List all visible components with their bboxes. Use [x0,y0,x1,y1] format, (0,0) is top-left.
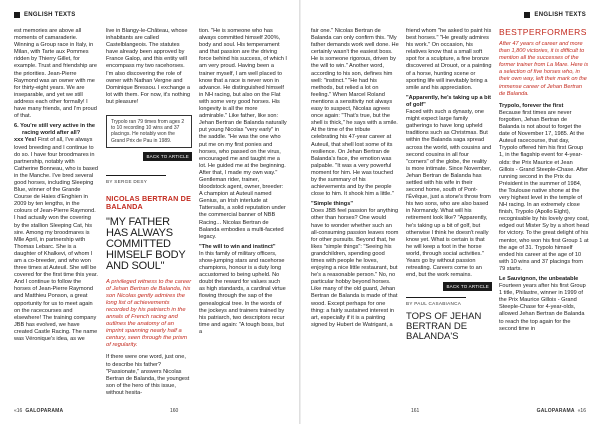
trypolo-info-box: Trypolo ran 79 times from ages 2 to 10 recording 10 wins and 37 placings. He notably won the Grand Prix de Pau in 1989. [106,115,192,148]
article-lead: A privileged witness to the career of Jehan Bertran de Balanda, his son Nicolas gently admires the long list of achievements recorded by his patriarch in the annals of French racing and outlines the anatomy of an imprint spanning nearly half a century, seen through the prism of regularity. [106,279,192,349]
left-footer-num: «16 [14,408,23,414]
column-6 [499,28,589,403]
header-square-icon [14,12,20,18]
kicker-title: NICOLAS BERTRAN DE BALANDA [106,194,192,212]
right-footer [537,408,586,414]
question-number: 6. [14,123,19,130]
left-header-label: ENGLISH TEXTS [24,12,76,18]
col1-answer [14,137,98,343]
right-footer-num: «16 [577,408,586,414]
right-header-label: ENGLISH TEXTS [534,12,586,18]
byline-block [106,175,192,185]
back-to-article-button[interactable]: BACK TO ARTICLE [443,282,492,291]
left-page [0,0,299,424]
quote-headline: "MY FATHER HAS ALWAYS COMMITTED HIMSELF BODY AND SOUL" [106,216,186,273]
byline-rule [406,297,466,298]
column-5 [406,28,492,403]
right-header [524,12,586,18]
left-footer [14,408,63,414]
col1-question [14,123,98,137]
col2-paragraph-2: If there were one word, just one, to describe his father? "Passionate," answers Nicolas Bertran de Balanda, the youngest son of the hero of this issue, without hesita- [106,354,190,396]
right-footer-logo: GALOPARAMA [536,408,575,414]
back-wrap [106,152,192,161]
tops-headline: TOPS OF JEHAN BERTRAN DE BALANDA'S [406,311,482,342]
col5-paragraph-2: Faced with such a dynasty, one might expect large family gatherings to have long upheld traditions such as Christmas. But within the Balanda saga spread across the world, with cousins and second cousins in all four "corners" of the globe, the reality is more intimate. Since November, Jehan Bertran de Balanda has settled with his wife in their second home, south of Pont-l'Évêque, just a stone's throw from his two sons, who are also based in Normandy. What will his retirement look like? "Apparently, he's taking up a bit of golf, but otherwise I think he doesn't really know yet. What is certain is that he will keep a foot in the horse world, through social activities." Years go by without passion retreating. Careers come to an end, but the work remains. [406,109,492,279]
byline-rule [106,175,166,176]
question-text: You're still very active in the racing world after all? [20,123,96,137]
col4-subhead: "Simple things" [311,201,353,208]
right-page [301,0,600,424]
sauvignon-heading: Le Sauvignon, the unbeatable [499,276,579,282]
col2-paragraph: live in Blangy-le-Château, whose inhabitants are called Castelblangeois. The statutes have already been approved by France Galop, and this entity will encompass my two racehorses. I'm also discovering the role of owner with Nathan Vergne and Dominique Bressou. I exchange a lot with them. For now, it's nothing but pleasure! [106,28,191,105]
byline-block-2 [406,297,492,307]
trypolo-paragraph: Because first times are never forgotten, Jehan Bertran de Balanda is not about to forget the date of November 17, 1985. At the Auteuil racecourse, that day, Trypolo offered him his first Group 1, in the flagship event for 4-year-olds: the Prix Maurice et Jean Gillois - Grand Steeple-Chase. After running second in the Prix du Président in the summer of 1984, the Toulouse native shone at the very highest level in the temple of NH racing. In an extremely close finish, Trypolo (Apollo Eight), recognisable by his lovely grey coat, edged out Mister Sy by a short head for victory. To the great delight of his mentor, who won his first Group 1 at the age of 31. Trypolo himself ended his career at the age of 10 with 10 wins and 37 placings from 79 starts. [499,109,589,272]
column-2 [106,28,192,403]
left-page-number: 160 [170,408,179,414]
right-page-number: 161 [411,408,420,414]
column-1 [14,28,98,403]
col4-paragraph-2: Does JBB feel passion for anything other than horses? One would have to wonder whether such an all-consuming passion leaves room for other pursuits. Beyond that, he likes "simple things": "Seeing his grandchildren, spending good times with people he loves, enjoying a nice little restaurant, but he's a reasonable person." No, no particular hobby beyond horses. Like many of the old guard, Jehan Bertran de Balanda is made of that wood. Except perhaps for one thing: a fairly sustained interest in art, especially if it is a painting signed by Hubert de Watrigant, a [311,208,399,328]
answer-prefix: xxx Yes! [14,137,37,144]
byline-2: BY PAUL CASABIANCA [406,301,462,307]
col5-subhead: "Apparently, he's taking up a bit of golf" [406,94,491,108]
trypolo-heading: Trypolo, forever the first [499,102,564,109]
answer-text: First of all, I've always loved breeding and I continue to do so. I have four broodmares in partnership, notably with Catherine Bonneau, who is based in the Manche. I've bred several good horses, including Sleeping Blue, winner of the Grande Course de Haies d'Enghien in 2009 by ten lengths, in the colours of Jean-Pierre Raymond. I had actually won the covering by the stallion Sleeping Cat, his sire. Among my broodmares is Mlle April, in partnership with Thomas Lebarc. She is a daughter of Khalkevi, of whom I am a co-breeder, and who won three times at Auteuil. She will be covered for the first time this year. And I continue to follow the horses of Jean-Pierre Raymond and Matthieu Ponson, a great opportunity for us to meet again on the racecourses and elsewhere! The training company JBB has evolved, we have created Castle Racing. The name was Véronique's idea, as we [14,137,98,343]
left-footer-logo: GALOPARAMA [25,408,64,414]
col5-paragraph: friend whom "he asked to paint his best horses." "He greatly admires his work." On occasion, his relatives know that a small soft spot for a sculpture, a fine bronze discovered at Drouot, or a painting of a horse, hunting scene or sporting life will inevitably bring a smile and his appreciation. [406,28,492,91]
sauvignon-paragraph: Fourteen years after his first Group 1 title, Philastre, winner in 1999 of the Prix Maurice Gillois - Grand Steeple-Chase for 4-year-olds, allowed Jehan Bertran de Balanda to reach the top again for the second time in [499,283,586,332]
column-3 [199,28,287,403]
col4-paragraph: fair one." Nicolas Bertran de Balanda can only confirm this. "My father demands work well done. He certainly wasn't the easiest boss. He is someone rigorous, driven by the will to win." Another word, according to his son, defines him well: "instinct." "He had his methods, but relied a lot on feeling." When Marcel Roland mentions a sensitivity not always easy to suspect, Nicolas agrees once again: "That's true, but the shell is thick," he says with a smile. At the time of the tribute celebrating his 47-year career at Auteuil, that shell lost some of its resilience. On Jehan Bertran de Balanda's face, the emotion was palpable. "It was a very powerful moment for him. He was touched by the summary of his achievements and by the people close to him. It shook him a little." [311,28,399,198]
col1-paragraph: est memories are above all moments of camaraderie. Winning a Group race in Italy, in Milan, with Tarte aux Pommes ridden by Thierry Gillet, for example. Trust and friendship are the priorities. Jean-Pierre Raymond was an owner with me for thirty-eight years. We are inseparable, and yet we still address each other formally! I have many friends, and I'm proud of that. [14,28,98,120]
best-performers-title: BESTPERFORMERS [499,28,587,37]
col3-paragraph-2: In this family of military officers, show-jumping stars and racehorse champions, honour is a duty long accustomed to being upheld. No doubt the reward for values such as high standards, a cardinal virtue flowing through the sap of the genealogical tree. In the words of the jockeys and trainers trained by his patriarch, two descriptors recur time and again: "A tough boss, but a [199,250,286,335]
best-intro: After 47 years of career and more than 1,800 victories, it is difficult to mention all the successes of the former trainer from La Mare. Here is a selection of five horses who, in their own way, left their mark on the immense career of Jehan Bertran de Balanda. [499,41,589,97]
back-to-article-button[interactable]: BACK TO ARTICLE [143,152,192,161]
back-wrap-2 [406,282,492,291]
col3-paragraph: tion. "He is someone who has always committed himself 200%, body and soul. His temperament and that passion are the driving force behind his success, of which I am very proud. Having been a trainer myself, I am well placed to know that a race is never won in advance. He distinguished himself in NH racing, but also on the Flat with some very good horses. His longevity is all the more admirable." Like father, like son: Jehan Bertran de Balanda naturally put young Nicolas "very early" in the saddle. "He was the one who put me on my first ponies and horses, who passed on the virus, encouraged me and taught me a lot. He guided me at the beginning. After that, I made my own way." Gentleman rider, trainer, bloodstock agent, owner, breeder: A champion at Auteuil named Genius, an Irish interlude at Tattersalls, a solid reputation under the commercial banner of NBB Racing... Nicolas Bertran de Balanda embodies a multi-faceted legacy. [199,28,287,240]
header-square-icon [524,12,530,18]
col3-subhead: "The will to win and instinct" [199,243,276,250]
left-header [14,12,76,18]
column-4 [311,28,399,403]
byline: BY SERGE DESY [106,178,148,184]
